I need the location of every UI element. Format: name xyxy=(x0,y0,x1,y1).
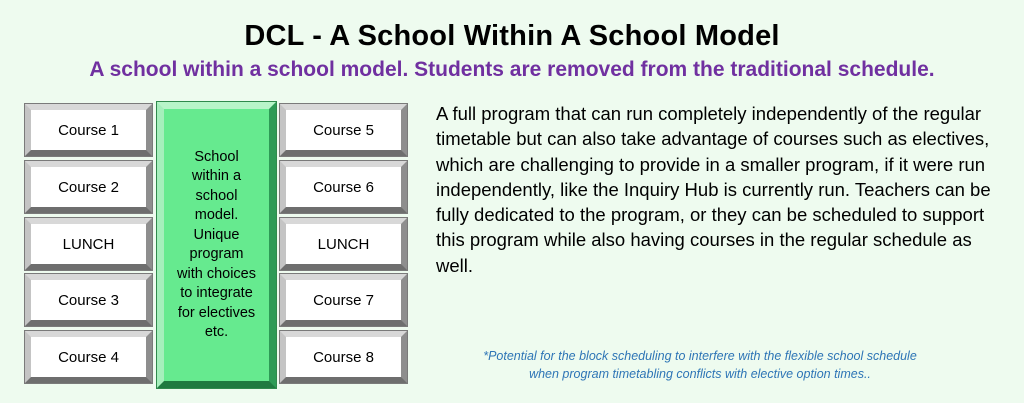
school-within-school-block xyxy=(157,102,276,388)
diagram-title: DCL - A School Within A School Model xyxy=(244,20,780,52)
center-line: with choices xyxy=(177,265,256,282)
course-block-8: Course 8 xyxy=(280,331,407,383)
program-description: A full program that can run completely independently of the regular timetable but can also take advantage of courses such as electives, which are challenging to provide in a smaller program, if it were run independently, like the Inquiry Hub is currently run. Teachers can be fully dedicated to the program, or they can be scheduled to support this program while also having courses in the regular schedule as well. xyxy=(436,103,991,276)
lunch-block-right: LUNCH xyxy=(280,218,407,270)
center-line: School xyxy=(194,148,239,165)
center-line: to integrate xyxy=(180,285,253,301)
course-block-6: Course 6 xyxy=(280,161,407,213)
center-line: school xyxy=(195,187,238,204)
center-line: model. xyxy=(194,207,239,223)
course-block-5: Course 5 xyxy=(280,104,407,156)
course-block-4: Course 4 xyxy=(25,331,152,383)
lunch-block-left: LUNCH xyxy=(25,218,152,270)
diagram-subtitle: A school within a school model. Students are removed from the traditional schedule. xyxy=(89,58,935,81)
course-block-7: Course 7 xyxy=(280,274,407,326)
course-block-1: Course 1 xyxy=(25,104,152,156)
footnote-line: *Potential for the block scheduling to interfere with the flexible school schedule xyxy=(483,349,917,363)
center-line: etc. xyxy=(204,324,229,340)
footnote-line: when program timetabling conflicts with elective option times.. xyxy=(529,367,871,381)
center-line: for electives xyxy=(177,304,256,321)
course-block-2: Course 2 xyxy=(25,161,152,213)
center-line: within a xyxy=(191,168,242,184)
center-block-text xyxy=(167,148,267,343)
center-line: program xyxy=(189,246,244,262)
center-line: Unique xyxy=(193,226,240,243)
scheduling-footnote xyxy=(415,347,985,383)
course-block-3: Course 3 xyxy=(25,274,152,326)
